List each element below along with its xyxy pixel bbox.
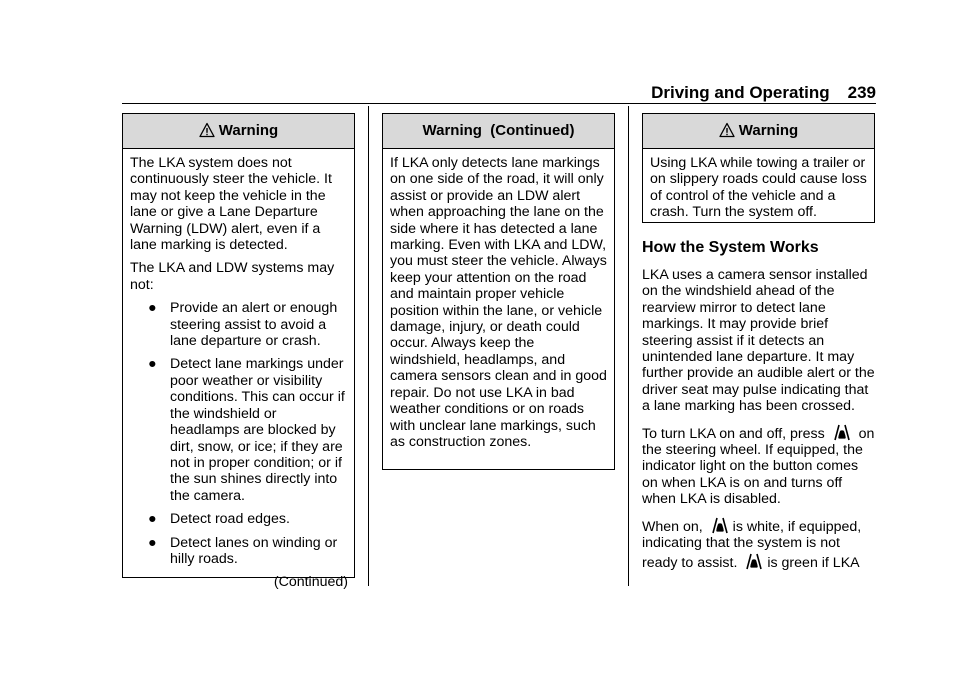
bullet-item — [130, 511, 348, 527]
how-system-works-section — [642, 238, 876, 579]
page-number: 239 — [847, 83, 876, 102]
bullet-text: Detect road edges. — [170, 511, 290, 528]
warning-triangle-icon — [199, 122, 215, 138]
how-para-3-mid: is white, if equipped, indicating that the system is not ready to assist. — [642, 518, 862, 571]
warning-box-2-body — [383, 149, 614, 461]
warning-box-3-para: Using LKA while towing a trailer or on slippery roads could cause loss of control of the vehicle and a crash. Turn the system off. — [650, 155, 867, 221]
warning-box-1 — [122, 113, 355, 591]
bullet-item — [130, 300, 348, 349]
bullet-text: Provide an alert or enough steering assist to avoid a lane departure or crash. — [170, 300, 338, 350]
warning-box-3 — [642, 113, 875, 223]
warning-box-2 — [382, 113, 615, 470]
continued-label: (Continued) — [273, 574, 348, 591]
lane-keep-assist-icon — [707, 516, 733, 534]
how-para-3-start: When on, — [642, 518, 707, 535]
warning-box-1-para-2: The LKA and LDW systems may not: — [130, 260, 335, 293]
warning-box-3-header — [643, 114, 874, 149]
warning-box-3-body — [643, 149, 874, 232]
warning-triangle-icon — [719, 122, 735, 138]
warning-box-1-title: Warning — [218, 122, 279, 139]
column-divider-2 — [628, 106, 629, 586]
warning-box-1-para-1: The LKA system does not continuously steer the vehicle. It may not keep the vehicle in the lane or give a Lane Departure Warning (LDW) alert, even if a lane marking is detected. — [130, 155, 332, 254]
lane-keep-assist-icon — [741, 552, 767, 570]
how-para-1: LKA uses a camera sensor installed on the windshield ahead of the rearview mirror to detect lane markings. It may provide brief steering assist if it detects an unintended lane departure. It may further provide an audible alert or the driver seat may pulse indicating that a lane marking has been crossed. — [642, 267, 875, 415]
warning-box-1-body — [123, 149, 354, 595]
bullet-dot: ● — [148, 356, 157, 373]
bullet-text: Detect lanes on winding or hilly roads. — [170, 534, 338, 567]
column-divider-1 — [368, 106, 369, 586]
bullet-text: Detect lane markings under poor weather or visibility conditions. This can occur if the windshield or headlamps are blocked by dirt, snow, or ice; if they are not in proper condition; or if the sun shines directly into the camera. — [170, 356, 345, 504]
how-para-3-end: is green if LKA — [767, 554, 860, 571]
warning-box-2-title: Warning (Continued) — [422, 122, 575, 139]
warning-box-1-header — [123, 114, 354, 149]
bullet-dot: ● — [148, 511, 157, 528]
how-para-2-start: To turn LKA on and off, press — [642, 425, 829, 442]
how-para-2 — [642, 423, 876, 508]
warning-box-2-header — [383, 114, 614, 149]
section-title: Driving and Operating — [651, 83, 830, 102]
bullet-item — [130, 356, 348, 504]
header-rule — [122, 103, 876, 104]
page-header — [590, 83, 876, 103]
bullet-dot: ● — [148, 534, 157, 551]
lane-keep-assist-icon — [829, 423, 855, 441]
bullet-dot: ● — [148, 300, 157, 317]
warning-box-1-bullets — [130, 300, 348, 567]
how-para-3 — [642, 516, 876, 571]
section-heading: How the System Works — [642, 239, 819, 256]
warning-box-2-para: If LKA only detects lane markings on one side of the road, it will only assist or provide an LDW alert when approaching the lane on the side where it has detected a lane marking. Even with LKA and LDW, you must steer the vehicle. Always keep your attention on the road and maintain proper vehicle position within the lane, or vehicle damage, injury, or death could occur. Always keep the windshield, headlamps, and camera sensors clean and in good repair. Do not use LKA in bad weather conditions or on roads with unclear lane markings, such as construction zones. — [390, 155, 607, 450]
warning-box-3-title: Warning — [738, 122, 799, 139]
how-para-2-end: on the steering wheel. If equipped, the indicator light on the button comes on when LKA is on and turns off when LKA is disabled. — [642, 425, 875, 508]
bullet-item — [130, 535, 348, 568]
